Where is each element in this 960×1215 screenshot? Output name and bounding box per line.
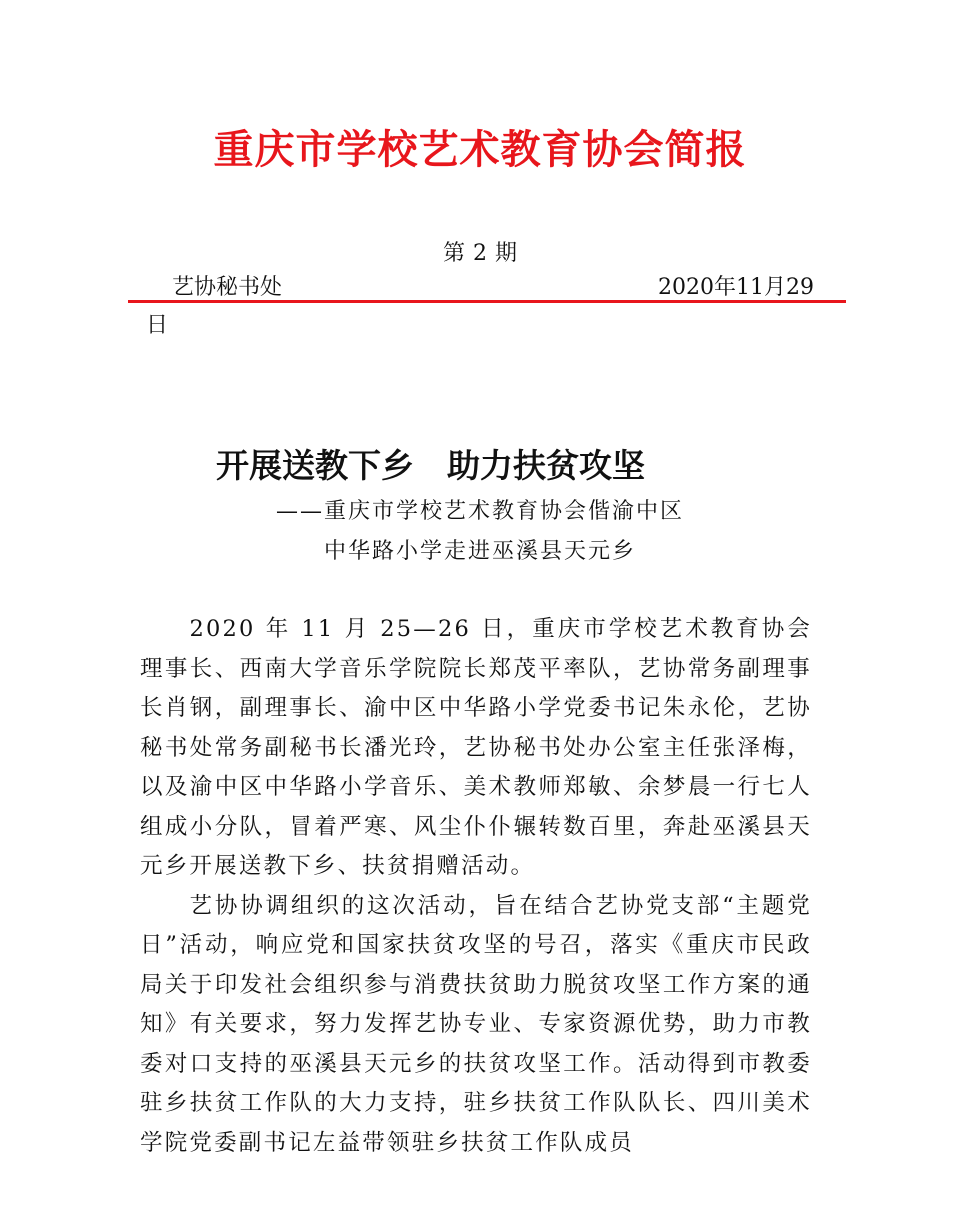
article-subtitle-line-2: 中华路小学走进巫溪县天元乡 (323, 539, 636, 564)
issue-suffix: 期 (495, 241, 518, 266)
publisher-label: 艺协秘书处 (172, 275, 283, 300)
issue-prefix: 第 (442, 241, 465, 266)
article-headline: 开展送教下乡 助力扶贫攻坚 (216, 446, 645, 485)
article-subtitle-line-1: ——重庆市学校艺术教育协会偕渝中区 (275, 499, 684, 524)
issue-number-value: 2 (473, 241, 487, 266)
article-paragraph-1: 2020 年 11 月 25—26 日，重庆市学校艺术教育协会理事长、西南大学音乐学院院长郑茂平率队，艺协常务副理事长肖钢，副理事长、渝中区中华路小学党委书记朱永伦，艺协秘书处常务副秘书长潘光玲，艺协秘书处办公室主任张泽梅，以及渝中区中华路小学音乐、美术教师郑敏、余梦晨一行七人组成小分队，冒着严寒、风尘仆仆辗转数百里，奔赴巫溪县天元乡开展送教下乡、扶贫捐赠活动。 (140, 616, 812, 879)
publish-date: 2020年11月29 (658, 275, 814, 300)
article-body (140, 610, 812, 1163)
newsletter-masthead-title: 重庆市学校艺术教育协会简报 (213, 127, 747, 173)
issue-number (0, 236, 960, 267)
article-paragraph-2: 艺协协调组织的这次活动，旨在结合艺协党支部“主题党日”活动，响应党和国家扶贫攻坚的号召，落实《重庆市民政局关于印发社会组织参与消费扶贫助力脱贫攻坚工作方案的通知》有关要求，努力发挥艺协专业、专家资源优势，助力市教委对口支持的巫溪县天元乡的扶贫攻坚工作。活动得到市教委驻乡扶贫工作队的大力支持，驻乡扶贫工作队队长、四川美术学院党委副书记左益带领驻乡扶贫工作队成员 (140, 892, 812, 1156)
publish-date-wrap: 日 (146, 313, 169, 338)
masthead-divider (128, 300, 846, 303)
